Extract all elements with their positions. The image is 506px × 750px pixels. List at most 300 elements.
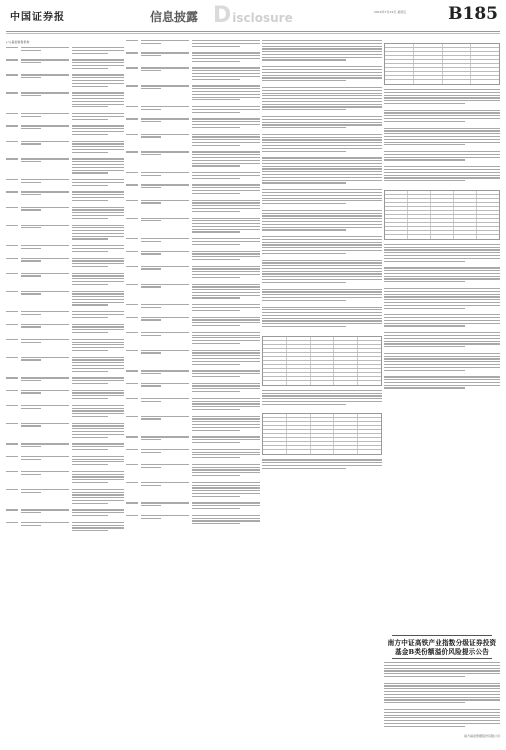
- table-cell: [385, 207, 408, 210]
- text-line: [262, 282, 346, 283]
- text-line: [192, 449, 260, 450]
- text-line: [192, 73, 260, 74]
- table-cell: [311, 450, 335, 454]
- text-line: [72, 209, 124, 210]
- text-line: [6, 158, 18, 159]
- text-line: [72, 392, 124, 393]
- text-line: [192, 253, 260, 254]
- text-line: [262, 271, 382, 272]
- text-line: [21, 392, 41, 393]
- text-line: [384, 177, 500, 178]
- text-line: [262, 297, 382, 298]
- text-line: [262, 46, 382, 47]
- text-line: [384, 144, 465, 145]
- text-line: [262, 69, 382, 70]
- text-line: [262, 168, 382, 169]
- text-line: [384, 699, 500, 700]
- text-line: [192, 523, 240, 524]
- text-line: [6, 522, 18, 523]
- text-line: [192, 43, 260, 44]
- text-line: [262, 195, 382, 196]
- text-line: [192, 383, 260, 384]
- text-line: [192, 343, 240, 344]
- text-line: [262, 262, 382, 263]
- text-line: [384, 169, 500, 170]
- text-line: [126, 134, 138, 135]
- list-item: [126, 383, 260, 394]
- text-line: [141, 350, 189, 351]
- text-line: [141, 383, 189, 384]
- table-cell: [477, 191, 499, 194]
- text-line: [21, 291, 69, 292]
- text-line: [72, 405, 124, 406]
- text-line: [72, 324, 124, 325]
- text-line: [141, 335, 161, 336]
- text-line: [72, 474, 124, 475]
- text-line: [6, 456, 18, 457]
- text-line: [21, 258, 69, 259]
- paragraph-gap: [384, 390, 500, 394]
- text-line: [72, 281, 124, 282]
- list-item: [6, 522, 124, 533]
- text-line: [192, 229, 260, 230]
- text-line: [72, 92, 124, 93]
- text-line: [192, 490, 260, 491]
- text-line: [72, 390, 124, 391]
- list-item: [6, 471, 124, 485]
- table-cell: [443, 56, 472, 59]
- text-line: [384, 314, 500, 315]
- list-item: [6, 179, 124, 187]
- table-cell: [385, 195, 408, 198]
- text-line: [141, 418, 161, 419]
- text-line: [262, 192, 382, 193]
- text-line: [192, 335, 260, 336]
- table-cell: [385, 227, 408, 230]
- table-cell: [287, 450, 311, 454]
- text-line: [72, 497, 124, 498]
- text-line: [72, 182, 124, 183]
- text-line: [6, 74, 18, 75]
- table-cell: [414, 68, 443, 71]
- text-line: [262, 137, 382, 138]
- table-cell: [287, 414, 311, 417]
- table-cell: [385, 235, 408, 239]
- text-line: [192, 469, 260, 470]
- text-line: [6, 47, 18, 48]
- table-cell: [477, 223, 499, 226]
- text-line: [21, 227, 41, 228]
- text-line: [262, 166, 382, 167]
- text-line: [141, 175, 161, 176]
- text-line: [6, 258, 18, 259]
- text-line: [192, 385, 260, 386]
- table-cell: [454, 227, 477, 230]
- table-cell: [477, 199, 499, 202]
- table-cell: [287, 426, 311, 429]
- text-line: [21, 474, 41, 475]
- text-line: [126, 266, 138, 267]
- table-cell: [471, 76, 499, 79]
- text-line: [192, 85, 260, 86]
- table-cell: [385, 191, 408, 194]
- text-line: [384, 353, 500, 354]
- table-cell: [358, 345, 381, 348]
- table-cell: [414, 56, 443, 59]
- list-item: [126, 502, 260, 510]
- table-cell: [385, 215, 408, 218]
- text-line: [262, 242, 382, 243]
- text-line: [384, 670, 500, 671]
- text-line: [384, 709, 500, 710]
- table-cell: [287, 430, 311, 433]
- text-line: [262, 80, 346, 81]
- text-line: [384, 159, 465, 160]
- text-line: [72, 329, 124, 330]
- text-line: [192, 218, 260, 219]
- text-line: [141, 67, 189, 68]
- text-line: [6, 471, 18, 472]
- text-line: [6, 390, 18, 391]
- text-line: [262, 59, 346, 60]
- table-cell: [443, 68, 472, 71]
- text-line: [262, 98, 382, 99]
- text-line: [262, 312, 382, 313]
- table-cell: [263, 442, 287, 445]
- text-line: [72, 128, 124, 129]
- text-line: [6, 92, 18, 93]
- table-cell: [454, 219, 477, 222]
- text-line: [384, 673, 500, 674]
- text-line: [21, 314, 41, 315]
- text-line: [72, 251, 108, 252]
- text-line: [384, 261, 465, 262]
- text-line: [72, 104, 124, 105]
- text-line: [192, 337, 260, 338]
- text-line: [72, 314, 124, 315]
- table-cell: [358, 442, 381, 445]
- table-cell: [263, 361, 287, 364]
- text-line: [6, 339, 18, 340]
- table-cell: [334, 337, 358, 340]
- text-line: [384, 281, 465, 282]
- list-item: [6, 59, 124, 70]
- text-line: [262, 104, 382, 105]
- text-line: [192, 76, 260, 77]
- text-line: [262, 77, 382, 78]
- text-line: [21, 522, 69, 523]
- list-item: [6, 509, 124, 517]
- text-line: [192, 520, 260, 521]
- table-cell: [334, 446, 358, 449]
- data-table: [384, 43, 500, 85]
- text-line: [126, 502, 138, 503]
- list-item: [126, 266, 260, 280]
- list-item: [6, 377, 124, 385]
- text-line: [262, 218, 382, 219]
- table-cell: [385, 72, 414, 75]
- text-line: [72, 236, 124, 237]
- text-line: [384, 115, 500, 116]
- text-line: [384, 385, 500, 386]
- text-line: [72, 225, 124, 226]
- newspaper-logo: 中国证券报: [10, 12, 65, 23]
- table-cell: [408, 207, 431, 210]
- text-line: [262, 151, 346, 152]
- text-line: [192, 94, 260, 95]
- table-cell: [414, 60, 443, 63]
- text-line: [72, 74, 124, 75]
- text-line: [262, 468, 346, 469]
- text-line: [192, 350, 260, 351]
- text-line: [141, 43, 161, 44]
- text-line: [262, 253, 346, 254]
- table-cell: [414, 72, 443, 75]
- text-line: [192, 376, 240, 377]
- text-line: [384, 128, 500, 129]
- table-cell: [385, 56, 414, 59]
- text-line: [72, 408, 124, 409]
- text-line: [72, 311, 124, 312]
- table-cell: [385, 60, 414, 63]
- text-line: [262, 390, 382, 391]
- text-line: [141, 154, 161, 155]
- table-cell: [334, 381, 358, 385]
- table-cell: [358, 361, 381, 364]
- text-line: [72, 344, 124, 345]
- text-line: [72, 296, 124, 297]
- text-line: [21, 425, 41, 426]
- text-line: [21, 489, 69, 490]
- text-line: [262, 276, 382, 277]
- text-line: [72, 263, 124, 264]
- text-line: [72, 302, 124, 303]
- table-cell: [358, 365, 381, 368]
- text-line: [72, 158, 124, 159]
- text-line: [262, 145, 382, 146]
- table-cell: [334, 373, 358, 376]
- text-line: [141, 286, 161, 287]
- table-cell: [287, 381, 311, 385]
- text-line: [72, 164, 124, 165]
- text-line: [262, 109, 346, 110]
- text-line: [126, 52, 138, 53]
- table-cell: [385, 80, 414, 84]
- text-line: [141, 88, 161, 89]
- section-title-en-initial: D: [213, 3, 232, 28]
- table-cell: [311, 345, 335, 348]
- list-item: [126, 284, 260, 301]
- table-cell: [358, 337, 381, 340]
- text-line: [72, 266, 108, 267]
- text-line: [384, 685, 500, 686]
- text-line: [192, 67, 260, 68]
- text-line: [72, 258, 124, 259]
- text-line: [21, 408, 41, 409]
- table-cell: [431, 235, 454, 239]
- table-cell: [311, 377, 335, 380]
- table-cell: [431, 191, 454, 194]
- text-line: [72, 284, 108, 285]
- text-line: [262, 213, 382, 214]
- table-cell: [263, 414, 287, 417]
- table-cell: [311, 369, 335, 372]
- table-cell: [263, 446, 287, 449]
- text-line: [384, 356, 500, 357]
- text-line: [72, 489, 124, 490]
- text-line: [262, 291, 382, 292]
- text-line: [192, 91, 260, 92]
- text-line: [72, 383, 108, 384]
- text-line: [72, 197, 124, 198]
- text-line: [141, 241, 161, 242]
- table-cell: [358, 341, 381, 344]
- section-title: 信息披露: [150, 10, 199, 24]
- text-line: [72, 464, 108, 465]
- text-line: [21, 509, 69, 510]
- text-line: [192, 388, 260, 389]
- text-line: [262, 43, 382, 44]
- text-line: [126, 416, 138, 417]
- text-line: [384, 288, 500, 289]
- text-line: [262, 93, 382, 94]
- table-cell: [287, 345, 311, 348]
- text-line: [262, 210, 382, 211]
- text-line: [21, 377, 69, 378]
- text-line: [141, 485, 161, 486]
- text-line: [192, 325, 240, 326]
- text-line: [192, 464, 260, 465]
- table-cell: [431, 215, 454, 218]
- text-line: [126, 304, 138, 305]
- list-item: [126, 332, 260, 346]
- text-line: [384, 133, 500, 134]
- text-line: [72, 95, 124, 96]
- table-cell: [408, 223, 431, 226]
- table-cell: [431, 219, 454, 222]
- list-item: [126, 118, 260, 129]
- text-line: [192, 178, 240, 179]
- text-line: [192, 439, 260, 440]
- text-line: [384, 361, 500, 362]
- table-cell: [408, 219, 431, 222]
- text-line: [384, 258, 500, 259]
- text-line: [21, 194, 41, 195]
- text-line: [192, 452, 260, 453]
- text-line: [21, 248, 41, 249]
- text-line: [384, 273, 500, 274]
- text-line: [192, 61, 240, 62]
- text-line: [262, 401, 382, 402]
- paragraph-gap: [262, 471, 382, 475]
- list-item: [126, 350, 260, 367]
- text-line: [21, 359, 41, 360]
- text-line: [141, 319, 161, 320]
- table-cell: [385, 64, 414, 67]
- text-line: [21, 293, 41, 294]
- table-cell: [385, 219, 408, 222]
- text-line: [72, 525, 124, 526]
- table-cell: [287, 365, 311, 368]
- text-line: [21, 326, 41, 327]
- text-line: [192, 79, 240, 80]
- text-line: [384, 157, 500, 158]
- list-item: [126, 515, 260, 526]
- text-line: [126, 436, 138, 437]
- text-line: [384, 691, 500, 692]
- text-line: [384, 291, 500, 292]
- table-cell: [263, 438, 287, 441]
- text-line: [141, 85, 189, 86]
- text-line: [262, 142, 382, 143]
- table-cell: [358, 357, 381, 360]
- text-line: [192, 187, 260, 188]
- text-line: [141, 118, 189, 119]
- text-line: [192, 154, 260, 155]
- text-line: [141, 52, 189, 53]
- text-line: [6, 125, 18, 126]
- table-cell: [287, 377, 311, 380]
- table-cell: [287, 438, 311, 441]
- text-line: [192, 238, 260, 239]
- text-line: [72, 275, 124, 276]
- text-line: [192, 157, 260, 158]
- text-line: [21, 113, 69, 114]
- text-line: [6, 405, 18, 406]
- text-line: [72, 230, 124, 231]
- text-line: [384, 166, 500, 167]
- text-line: [126, 398, 138, 399]
- text-line: [72, 215, 124, 216]
- text-line: [21, 158, 69, 159]
- table-cell: [454, 215, 477, 218]
- table-cell: [358, 377, 381, 380]
- text-line: [192, 416, 260, 417]
- list-item: [6, 191, 124, 202]
- text-line: [262, 160, 382, 161]
- text-line: [384, 317, 500, 318]
- text-line: [72, 149, 124, 150]
- text-line: [262, 127, 346, 128]
- list-item: [126, 449, 260, 460]
- text-line: [141, 200, 189, 201]
- text-line: [72, 191, 124, 192]
- text-line: [262, 320, 382, 321]
- table-cell: [263, 450, 287, 454]
- text-line: [72, 437, 108, 438]
- table-cell: [443, 48, 472, 51]
- text-line: [192, 401, 260, 402]
- text-line: [192, 295, 260, 296]
- table-cell: [477, 215, 499, 218]
- text-line: [21, 390, 69, 391]
- list-item: [6, 125, 124, 136]
- text-line: [141, 452, 161, 453]
- table-cell: [311, 426, 335, 429]
- text-line: [6, 423, 18, 424]
- list-item: [6, 245, 124, 253]
- list-item: [126, 238, 260, 246]
- text-line: [384, 276, 500, 277]
- text-line: [262, 221, 382, 222]
- text-line: [72, 428, 124, 429]
- table-cell: [454, 235, 477, 239]
- table-cell: [334, 377, 358, 380]
- text-line: [6, 191, 18, 192]
- text-line: [192, 496, 240, 497]
- text-line: [72, 365, 124, 366]
- text-line: [384, 175, 500, 176]
